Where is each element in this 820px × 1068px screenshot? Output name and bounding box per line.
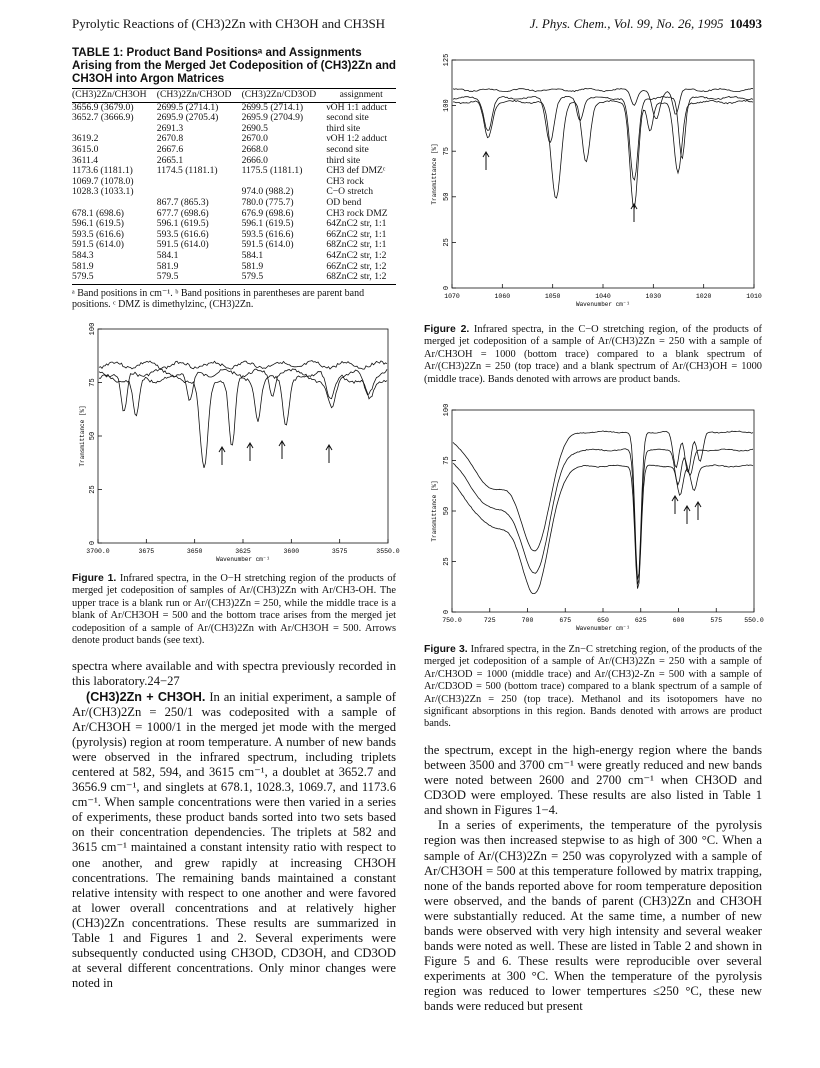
table1-cell: 2670.0: [241, 133, 268, 145]
table1-cell: 584.1: [241, 249, 264, 261]
left-body-text: [72, 659, 396, 991]
table1-cell: third site: [326, 154, 361, 166]
x-tick-label: 3675: [138, 547, 155, 555]
y-tick-label: 125: [443, 53, 451, 67]
x-tick-label: 1060: [494, 293, 511, 300]
table1-cell: 2699.5 (2714.1): [156, 101, 219, 113]
y-tick-label: 0: [443, 285, 451, 291]
table1-cell: 3611.4: [72, 154, 99, 166]
table1-cell: 591.5 (614.0): [72, 239, 124, 251]
table1-cell: 780.0 (775.7): [241, 196, 294, 208]
table1-cell: 68ZnC2 str, 1:1: [326, 239, 387, 251]
table1-cell: CH3 rock: [326, 175, 364, 187]
trace-bottom: [453, 100, 753, 207]
table1-cell: 591.5 (614.0): [241, 239, 294, 251]
paragraph: spectra where available and with spectra previously recorded in this laboratory.24−27: [72, 659, 396, 689]
paragraph-text: In an initial experiment, a sample of Ar/(CH3)2Zn = 250/1 was codeposited with a sample of Ar/CH3OH = 1000/1 in the merged jet mode with the merged (pyrolysis) region at room temperature. A number of new bands were observed in the infrared spectrum, including triplets centered at 582, 594, and 3615 cm⁻¹, a doublet at 3652.7 and 3656.9 cm⁻¹, and singlets at 678.1, 1028.3, 1069.7, and 1173.6 cm⁻¹. When sample concentrations were then varied in a series of experiments, these product bands sorted into two sets based on their concentration dependencies. The triplets at 582 and 3615 cm⁻¹ maintained a constant intensity ratio with respect to one another, and grew rapidly at increasing CH3OH concentrations. The remaining bands maintained a constant relative intensity with respect to one another and were favored at lower overall concentrations and at relatively higher (CH3)2Zn concentrations. These results are summarized in Table 1 and Figures 1 and 2. Several experiments were subsequently conducted using CH3OD, CD3OH, and CD3OD at several different concentrations. Only minor changes were noted in: [72, 689, 396, 991]
table1-cell: 593.5 (616.6): [72, 228, 124, 240]
y-tick-label: 100: [443, 403, 451, 417]
journal-citation: [530, 16, 762, 32]
paragraph: [72, 690, 396, 992]
table1-cell: second site: [326, 112, 369, 124]
table1-cell: 2668.0: [241, 143, 268, 155]
table1-cell: 66ZnC2 str, 1:1: [326, 228, 387, 240]
x-tick-label: 3575: [331, 547, 348, 555]
section-heading: (CH3)2Zn + CH3OH.: [86, 689, 206, 704]
table1-cell: 3615.0: [72, 143, 99, 155]
table1-cell: 677.7 (698.6): [156, 207, 209, 219]
table1-cell: 2666.0: [241, 154, 268, 166]
y-tick-label: 50: [443, 506, 451, 516]
table1-cell: 676.9 (698.6): [241, 207, 294, 219]
paragraph: the spectrum, except in the high-energy region where the bands between 3500 and 3700 cm⁻¹ were greatly reduced and new bands were noted between 2600 and 2700 cm⁻¹ when CH3OD and CD3OD were employed. These results are also listed in Table 1 and shown in Figures 1−4.: [424, 742, 762, 818]
table1-column-header: assignment: [326, 89, 396, 103]
table1-cell: 68ZnC2 str, 1:2: [326, 272, 396, 284]
table1-row: [72, 272, 396, 284]
x-tick-label: 1070: [444, 293, 460, 300]
x-tick-label: 3650: [186, 547, 203, 555]
y-tick-label: 25: [443, 557, 451, 566]
table1-row: [72, 145, 396, 156]
table1-cell: 591.5 (614.0): [156, 239, 209, 251]
table1-cell: 1028.3 (1033.1): [72, 186, 134, 198]
table1-cell: CH3 def DMZᶜ: [326, 165, 386, 177]
trace-bottom: [99, 375, 387, 468]
table1-cell: C−O stretch: [326, 186, 374, 198]
table1-cell: 2695.9 (2704.9): [241, 112, 304, 124]
running-title: Pyrolytic Reactions of (CH3)2Zn with CH3OH and CH3SH: [72, 16, 386, 31]
x-tick-label: 600: [672, 617, 685, 625]
table1-cell: 2667.6: [156, 143, 184, 155]
table1-cell: 867.7 (865.3): [156, 196, 209, 208]
table1-column-header: (CH3)2Zn/CH3OD: [157, 89, 242, 103]
figure1-caption: [72, 573, 396, 647]
figure1-spectrum: [72, 321, 400, 571]
table1-cell: 678.1 (698.6): [72, 207, 124, 219]
table1-cell: νOH 1:2 adduct: [326, 133, 388, 145]
y-tick-label: 0: [443, 609, 451, 615]
figure1-label: Figure 1.: [72, 572, 117, 584]
table1-cell: 2699.5 (2714.1): [241, 101, 304, 113]
x-tick-label: 3625: [235, 547, 251, 555]
x-tick-label: 1010: [746, 293, 762, 300]
table1-cell: 66ZnC2 str, 1:2: [326, 260, 387, 272]
table1-cell: 64ZnC2 str, 1:2: [326, 249, 387, 261]
table1-cell: 596.1 (619.5): [156, 218, 209, 230]
table1-cell: 2690.5: [241, 122, 268, 134]
table1-cell: 64ZnC2 str, 1:1: [326, 218, 387, 230]
right-body-text: [424, 743, 762, 1015]
table1-cell: 3656.9 (3679.0): [72, 101, 134, 113]
paragraph: In a series of experiments, the temperature of the pyrolysis region was then increased stepwise to as high of 300 °C. When a sample of Ar/(CH3)2Zn = 250 was copyrolyzed with a sample of Ar/CH3OH = 500 at this temperature followed by matrix trapping, none of the bands reported above for room temperature deposition were observed, and the bands of parent (CH3)2Zn and CH3OH were substantially reduced. At the same time, a number of new bands were observed with very high intensity and several weaker bands were noted as well. These are listed in Table 2 and shown in Figure 5 and 6. These results were reproducible over several experiments at 300 °C. When the temperature of the pyrolysis region was reduced to lower tempertures ≤250 °C, these new bands were reduced but present: [424, 818, 762, 1014]
plot-frame: [98, 329, 388, 543]
y-tick-label: 50: [443, 192, 451, 202]
table1-footnote: ᵃ Band positions in cm⁻¹. ᵇ Band positions in parentheses are parent band positions. ᶜ DMZ is dimethylzinc, (CH3)2Zn.: [72, 287, 365, 311]
plot-frame: [452, 410, 754, 612]
y-tick-label: 75: [89, 378, 97, 387]
figure2-caption-text: Infrared spectra, in the C−O stretching region, of the products of merged jet codeposition of a sample of Ar/(CH3)2Zn = 250 with a sample of Ar/CH3OH = 1000 (bottom trace) compared to a blank spectrum of Ar/(CH3)2Zn = 250 (top trace) and a blank spectrum of Ar/(CH3)OH = 1000 (middle trace). Bands denoted with arrows are product bands.: [424, 324, 762, 385]
x-axis-label: Wavenumber cm⁻¹: [575, 625, 631, 633]
table1-cell: 581.9: [156, 260, 179, 272]
table1-cell: 1069.7 (1078.0): [72, 175, 134, 187]
table1-caption: TABLE 1: Product Band Positionsᵃ and Assignments Arising from the Merged Jet Codeposition of (CH3)2Zn and CH3OH into Argon Matrices: [72, 46, 396, 85]
y-axis-label: Transmittance [%]: [79, 405, 86, 467]
figure1-caption-text: Infrared spectra, in the O−H stretching region of the products of merged jet codeposition of samples of Ar/(CH3)2Zn with Ar/CH3-OH. The upper trace is a blank run or Ar/(CH3)2Zn = 250, while the middle trace is a blank of Ar/CH3OH = 500 and the bottom trace arises from the merged jet codeposition of a sample of Ar/(CH3)2Zn with Ar/CH3OH = 500. Arrows denote product bands (see text).: [72, 572, 396, 646]
y-axis-label: Transmittance [%]: [431, 143, 438, 205]
table1-header-row: [72, 89, 396, 103]
y-tick-label: 0: [89, 540, 97, 545]
figure2-spectrum: [424, 50, 762, 322]
figure3-caption-text: Infrared spectra, in the Zn−C stretching region, of the products of the merged jet codeposition of a sample of Ar/(CH3)2Zn = 250 with a sample of Ar/CH3OD = 1000 (middle trace) and Ar/(CH3)2-Zn = 500 with a sample of Ar/CD3OD = 500 (bottom trace) compared to a blank spectrum of a sample of Ar/(CH3)2Zn = 250 (top trace). Methanol and its isotopomers have no significant absorptions in this region. Bands denoted with arrows are product bands.: [424, 644, 762, 730]
table1-cell: 974.0 (988.2): [241, 186, 294, 198]
x-tick-label: 700: [521, 617, 534, 625]
right-column: [424, 46, 762, 1015]
table1-cell: 593.5 (616.6): [241, 228, 294, 240]
y-tick-label: 100: [443, 99, 451, 112]
left-column: [72, 46, 400, 991]
y-tick-label: 25: [89, 485, 97, 494]
table1-cell: 581.9: [72, 260, 94, 272]
x-tick-label: 675: [559, 617, 572, 625]
y-tick-label: 75: [443, 456, 451, 465]
table1-cell: νOH 1:1 adduct: [326, 101, 388, 113]
x-tick-label: 3700.0: [86, 547, 110, 555]
table1-row: [72, 198, 396, 209]
figure3-spectrum: [424, 402, 762, 638]
table1-cell: 3652.7 (3666.9): [72, 112, 134, 124]
x-tick-label: 1050: [544, 293, 561, 300]
table1-column-header: (CH3)2Zn/CD3OD: [242, 89, 327, 103]
figure3-label: Figure 3.: [424, 644, 468, 656]
trace-top: [453, 431, 753, 580]
x-tick-label: 3600: [283, 547, 300, 555]
trace-middle: [99, 369, 387, 411]
x-tick-label: 3550.0: [376, 547, 400, 555]
x-tick-label: 725: [483, 617, 496, 625]
table1-cell: third site: [326, 122, 361, 134]
x-tick-label: 1030: [645, 293, 662, 300]
x-tick-label: 575: [710, 617, 723, 625]
y-tick-label: 50: [89, 431, 97, 441]
x-tick-label: 750.0: [442, 617, 462, 625]
table1-row: [72, 251, 396, 262]
x-tick-label: 625: [634, 617, 647, 625]
running-header: [72, 16, 762, 36]
table1-cell: 1175.5 (1181.1): [241, 165, 303, 177]
table1-cell: 2670.8: [156, 133, 184, 145]
y-tick-label: 25: [443, 238, 451, 247]
x-tick-label: 550.0: [744, 617, 764, 625]
table1-cell: 2691.3: [156, 122, 184, 134]
trace-middle: [453, 449, 753, 585]
table1-cell: 579.5: [72, 272, 157, 284]
table1-cell: OD bend: [326, 196, 362, 208]
x-tick-label: 650: [597, 617, 609, 625]
y-tick-label: 100: [89, 322, 97, 336]
table1-cell: 581.9: [241, 260, 264, 272]
journal-name: J. Phys. Chem., Vol. 99, No. 26, 1995: [529, 16, 724, 31]
figure2-caption: [424, 324, 762, 386]
table1-cell: 579.5: [242, 272, 327, 284]
figure2-label: Figure 2.: [424, 324, 470, 335]
y-tick-label: 75: [443, 146, 451, 156]
table1-cell: 596.1 (619.5): [72, 218, 124, 230]
table1-cell: 593.5 (616.6): [156, 228, 209, 240]
y-axis-label: Transmittance [%]: [431, 480, 438, 542]
trace-middle: [453, 96, 753, 179]
table1-cell: 584.3: [72, 249, 94, 261]
figure3-caption: [424, 644, 762, 731]
trace-upper: [99, 360, 387, 369]
x-axis-label: Wavenumber cm⁻¹: [575, 301, 631, 308]
table1-cell: 579.5: [157, 272, 242, 284]
x-tick-label: 1020: [695, 293, 712, 300]
table1-body: [72, 102, 396, 284]
table1: [72, 88, 396, 285]
table1-cell: 1173.6 (1181.1): [72, 165, 133, 177]
table1-cell: 3619.2: [72, 133, 99, 145]
table1-cell: 584.1: [156, 249, 179, 261]
x-tick-label: 1040: [595, 293, 611, 300]
table1-cell: 596.1 (619.5): [241, 218, 294, 230]
table1-cell: [72, 198, 157, 209]
trace-top: [453, 88, 753, 118]
page-number: 10493: [729, 16, 762, 31]
x-axis-label: Wavenumber cm⁻¹: [215, 555, 271, 563]
table1-cell: 2695.9 (2705.4): [156, 112, 219, 124]
table1-cell: 2665.1: [156, 154, 184, 166]
table1-cell: 1174.5 (1181.1): [156, 165, 218, 177]
table1-cell: [157, 177, 242, 188]
table1-cell: CH3 rock DMZ: [326, 207, 388, 219]
table1-cell: second site: [326, 143, 369, 155]
plot-frame: [452, 60, 754, 288]
trace-bottom: [453, 465, 753, 594]
table1-column-header: (CH3)2Zn/CH3OH: [72, 89, 157, 103]
